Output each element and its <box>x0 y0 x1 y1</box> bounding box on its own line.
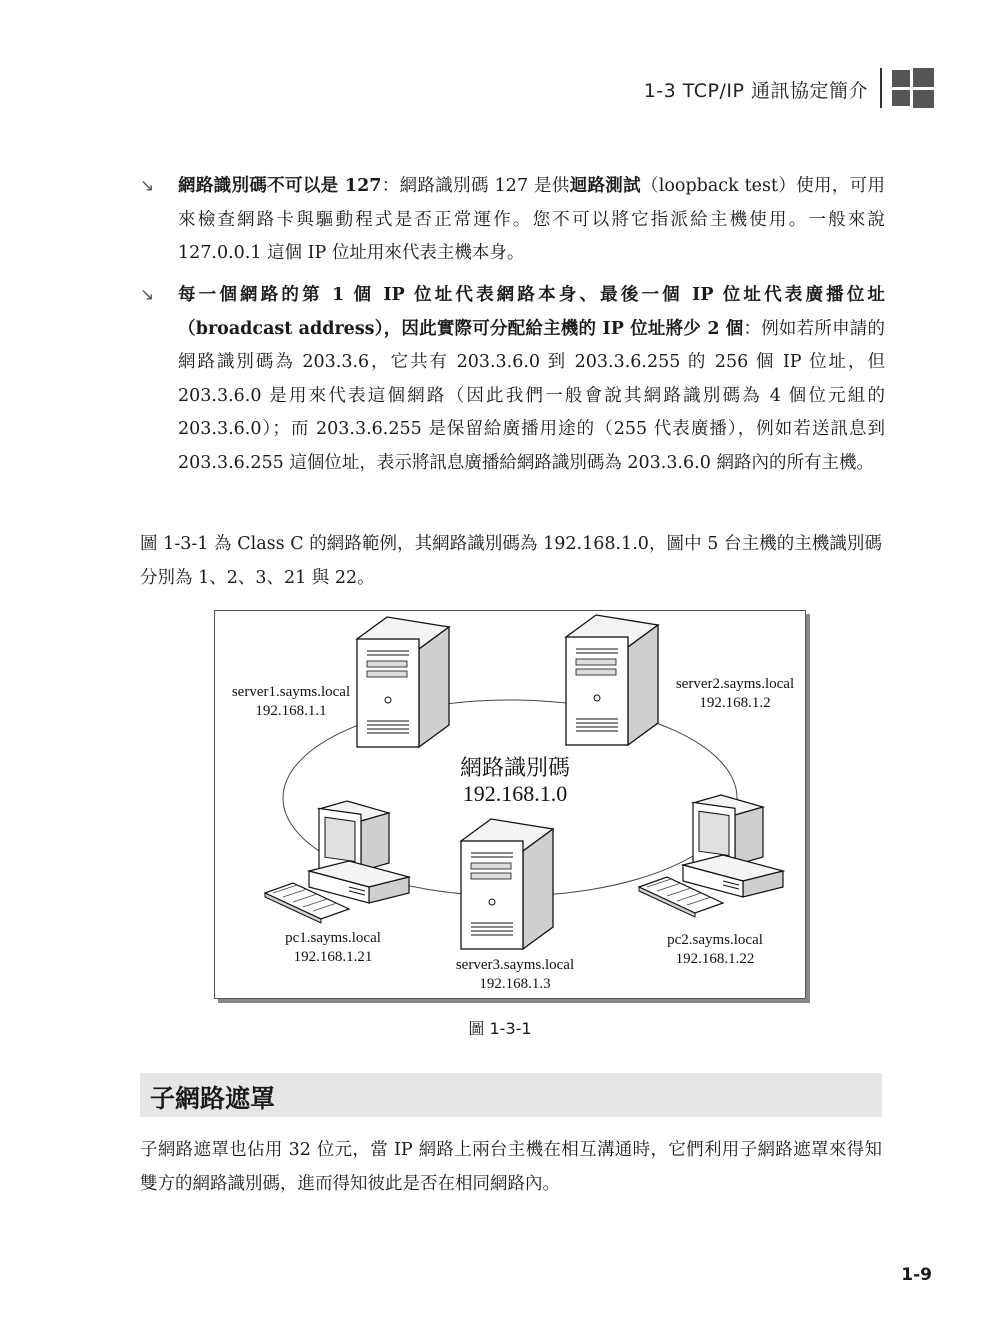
network-id-value: 192.168.1.0 <box>462 781 568 806</box>
host-ip: 192.168.1.3 <box>479 976 551 992</box>
pc1-desktop-pc-icon <box>265 801 409 923</box>
section-paragraph: 子網路遮罩也佔用 32 位元，當 IP 網路上兩台主機在相互溝通時，它們利用子網路遮罩來得知雙方的網路識別碼，進而得知彼此是否在相同網路內。 <box>140 1140 882 1194</box>
intro-paragraph: 圖 1-3-1 為 Class C 的網路範例，其網路識別碼為 192.168.1.0，圖中 5 台主機的主機識別碼分別為 1、2、3、21 與 22。 <box>140 534 882 588</box>
windows-logo-icon <box>892 68 934 108</box>
server3-server-icon <box>461 819 553 949</box>
host-label-server3 <box>445 956 585 994</box>
network-id-label <box>415 755 615 807</box>
bullet-text: ：例如若所申請的網路識別碼為 203.3.6，它共有 203.3.6.0 到 203.3.6.255 的 256 個 IP 位址，但 203.3.6.0 是用來代表這個網路（因此我們一般會說其網路識別碼為 4 個位元組的 203.3.6.0）；而 203.3.6.255 是保留給廣播用途的（255 代表廣播），例如若送訊息到 203.3.6.255 這個位址，表示將訊息廣播給網路識別碼為 203.3.6.0 網路內的所有主機。 <box>178 318 885 473</box>
section-heading-bar <box>140 1073 882 1117</box>
page-number: 1-9 <box>901 1265 932 1285</box>
bullet-loopback <box>140 170 885 271</box>
host-name: server2.sayms.local <box>675 676 795 692</box>
header-divider <box>880 68 882 108</box>
host-ip: 192.168.1.22 <box>675 951 755 967</box>
server1-server-icon <box>357 617 449 747</box>
host-label-pc1 <box>263 929 403 967</box>
host-label-pc2 <box>645 931 785 969</box>
host-name: server3.sayms.local <box>455 957 575 973</box>
host-label-server2 <box>667 675 803 713</box>
bullet-bold-lead: 網路識別碼不可以是 127 <box>178 176 382 196</box>
bullet-text: ：網路識別碼 127 是供 <box>381 176 570 196</box>
host-name: server1.sayms.local <box>231 684 351 700</box>
host-label-server1 <box>221 683 361 721</box>
bullet-arrow-icon: ↘ <box>140 176 155 196</box>
section-title: 子網路遮罩 <box>150 1084 276 1113</box>
network-diagram-figure <box>214 610 806 999</box>
bullet-arrow-icon: ↘ <box>140 285 155 305</box>
bullet-bold-term: 迴路測試 <box>569 176 641 196</box>
network-id-title: 網路識別碼 <box>459 755 570 780</box>
host-ip: 192.168.1.2 <box>699 695 771 711</box>
pc2-desktop-pc-icon <box>639 795 783 917</box>
running-header-title: 1-3 TCP/IP 通訊協定簡介 <box>643 80 868 102</box>
bullet-text: （loopback test）使用，可用來檢查網路卡與驅動程式是否正常運作。您不可以將它指派給主機使用。一般來說 127.0.0.1 這個 IP 位址用來代表主機本身。 <box>178 176 886 263</box>
bullet-network-broadcast <box>140 279 885 480</box>
host-ip: 192.168.1.21 <box>293 949 373 965</box>
figure-caption: 圖 1-3-1 <box>468 1019 532 1038</box>
bullet-bold-lead: 每一個網路的第 1 個 IP 位址代表網路本身、最後一個 IP 位址代表廣播位址（broadcast address），因此實際可分配給主機的 IP 位址將少 2 個 <box>178 285 885 339</box>
host-name: pc2.sayms.local <box>667 932 763 948</box>
host-ip: 192.168.1.1 <box>255 703 327 719</box>
host-name: pc1.sayms.local <box>285 930 381 946</box>
server2-server-icon <box>566 615 658 745</box>
